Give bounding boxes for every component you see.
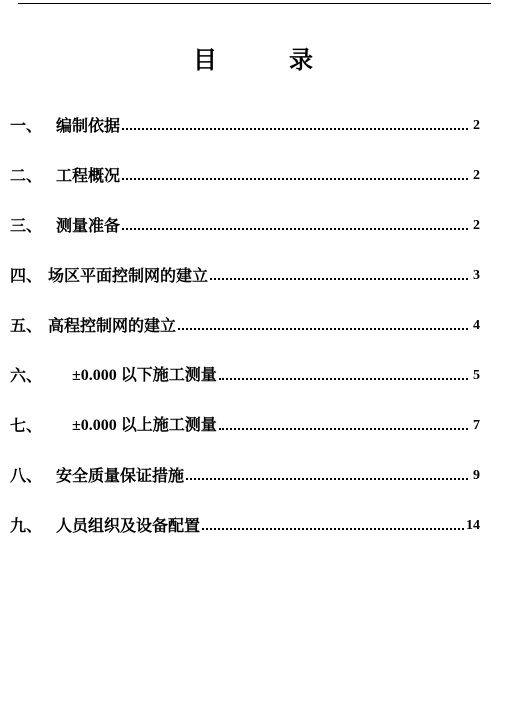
toc-entry-page: 2: [473, 168, 480, 183]
dot-leader: [122, 178, 468, 180]
dot-leader: [186, 478, 468, 480]
toc-entry-page: 7: [473, 418, 480, 433]
toc-entry-page: 3: [473, 268, 480, 283]
toc-entry[interactable]: [10, 136, 480, 186]
toc-entry-label: 安全质量保证措施: [56, 466, 185, 485]
toc-entry-label: 测量准备: [56, 216, 121, 235]
dot-leader: [219, 378, 468, 380]
toc-entry-number: 二、: [10, 166, 43, 185]
toc-entry-label: ±0.000 以上施工测量: [72, 417, 217, 434]
dot-leader: [202, 528, 464, 530]
dot-leader: [122, 128, 468, 130]
dot-leader: [178, 328, 468, 330]
header-rule: [18, 3, 491, 4]
table-of-contents: [10, 86, 480, 536]
toc-entry-page: 4: [473, 318, 480, 333]
toc-entry-number: 八、: [10, 466, 43, 485]
toc-entry[interactable]: [10, 336, 480, 386]
toc-entry-label: 高程控制网的建立: [48, 316, 177, 335]
toc-entry-number: 九、: [10, 516, 43, 535]
toc-entry-label: 场区平面控制网的建立: [48, 266, 209, 285]
toc-entry[interactable]: [10, 186, 480, 236]
toc-entry[interactable]: [10, 436, 480, 486]
toc-entry-label: 编制依据: [56, 116, 121, 135]
toc-entry-number: 五、: [10, 316, 43, 335]
toc-entry-label: ±0.000 以下施工测量: [72, 367, 217, 384]
dot-leader: [122, 228, 468, 230]
toc-entry-number: 四、: [10, 266, 43, 285]
toc-entry-page: 2: [473, 118, 480, 133]
dot-leader: [210, 278, 468, 280]
toc-entry-page: 2: [473, 218, 480, 233]
toc-entry-number: 六、: [10, 366, 43, 385]
toc-entry-page: 14: [466, 518, 480, 533]
toc-entry[interactable]: [10, 486, 480, 536]
page-title: 目 录: [193, 46, 313, 74]
toc-entry[interactable]: [10, 236, 480, 286]
toc-entry-page: 9: [473, 468, 480, 483]
toc-entry-number: 一、: [10, 116, 43, 135]
toc-entry[interactable]: [10, 86, 480, 136]
toc-entry-label: 工程概况: [56, 166, 121, 185]
toc-entry-label: 人员组织及设备配置: [56, 516, 201, 535]
toc-entry-number: 七、: [10, 416, 43, 435]
dot-leader: [219, 428, 468, 430]
toc-entry-number: 三、: [10, 216, 43, 235]
toc-entry-page: 5: [473, 368, 480, 383]
toc-entry[interactable]: [10, 386, 480, 436]
toc-entry[interactable]: [10, 286, 480, 336]
